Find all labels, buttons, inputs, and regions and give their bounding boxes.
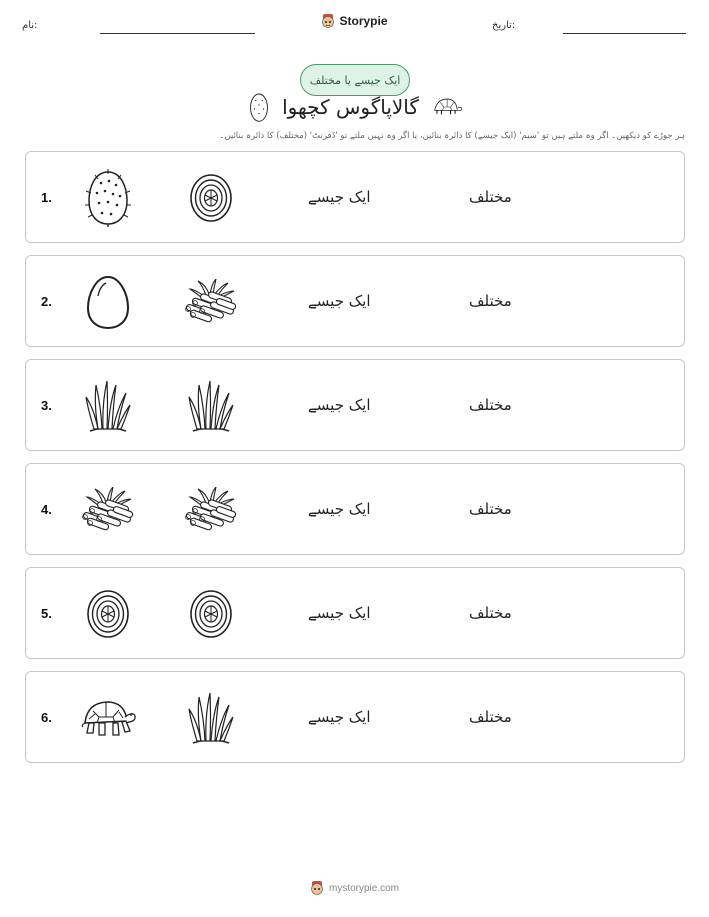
different-option[interactable]: مختلف [469,500,512,518]
name-label: نام: [22,20,38,31]
tortoise-icon [78,688,138,748]
tortoise-icon [429,95,463,119]
different-option[interactable]: مختلف [469,604,512,622]
brand-name: Storypie [339,14,388,28]
cactus-pad-icon [78,168,138,228]
date-line[interactable] [563,33,686,34]
storypie-mascot-icon [321,13,335,29]
row-number: 2. [41,293,52,309]
row-number: 6. [41,709,52,725]
footer [0,880,709,896]
exercise-row [25,359,685,451]
grass-icon [181,376,241,436]
tortoise-shell-icon [78,584,138,644]
sugarcane-bundle-icon [78,480,138,540]
row-number: 3. [41,397,52,413]
grass-icon [181,688,241,748]
different-option[interactable]: مختلف [469,396,512,414]
exercise-row [25,463,685,555]
sugarcane-bundle-icon [181,480,241,540]
worksheet-title: گالاپاگوس کچھوا [282,95,419,119]
tortoise-shell-icon [181,168,241,228]
different-option[interactable]: مختلف [469,708,512,726]
title-row [0,90,709,124]
same-option[interactable]: ایک جیسے [308,292,371,310]
row-number: 4. [41,501,52,517]
same-option[interactable]: ایک جیسے [308,396,371,414]
same-option[interactable]: ایک جیسے [308,604,371,622]
row-number: 5. [41,605,52,621]
worksheet-type-badge: ایک جیسے یا مختلف [300,64,410,96]
sugarcane-bundle-icon [181,272,241,332]
same-option[interactable]: ایک جیسے [308,708,371,726]
row-number: 1. [41,189,52,205]
same-option[interactable]: ایک جیسے [308,500,371,518]
exercise-row [25,567,685,659]
exercise-row [25,255,685,347]
grass-icon [78,376,138,436]
storypie-mascot-icon [310,880,324,896]
same-option[interactable]: ایک جیسے [308,188,371,206]
brand [0,13,709,29]
different-option[interactable]: مختلف [469,292,512,310]
cactus-pad-icon [246,90,272,124]
exercise-row [25,671,685,763]
different-option[interactable]: مختلف [469,188,512,206]
egg-icon [78,272,138,332]
exercise-row [25,151,685,243]
footer-url[interactable]: mystorypie.com [328,882,399,894]
name-line[interactable] [100,33,255,34]
date-label: تاریخ: [492,20,516,31]
tortoise-shell-icon [181,584,241,644]
instructions: ہر جوڑے کو دیکھیں۔ اگر وہ ملتے ہیں تو 'سیم' (ایک جیسے) کا دائرہ بنائیں، یا اگر وہ نہیں ملتے تو 'ڈفرنٹ' (مختلف) کا دائرہ بنائیں۔ [219,131,685,141]
